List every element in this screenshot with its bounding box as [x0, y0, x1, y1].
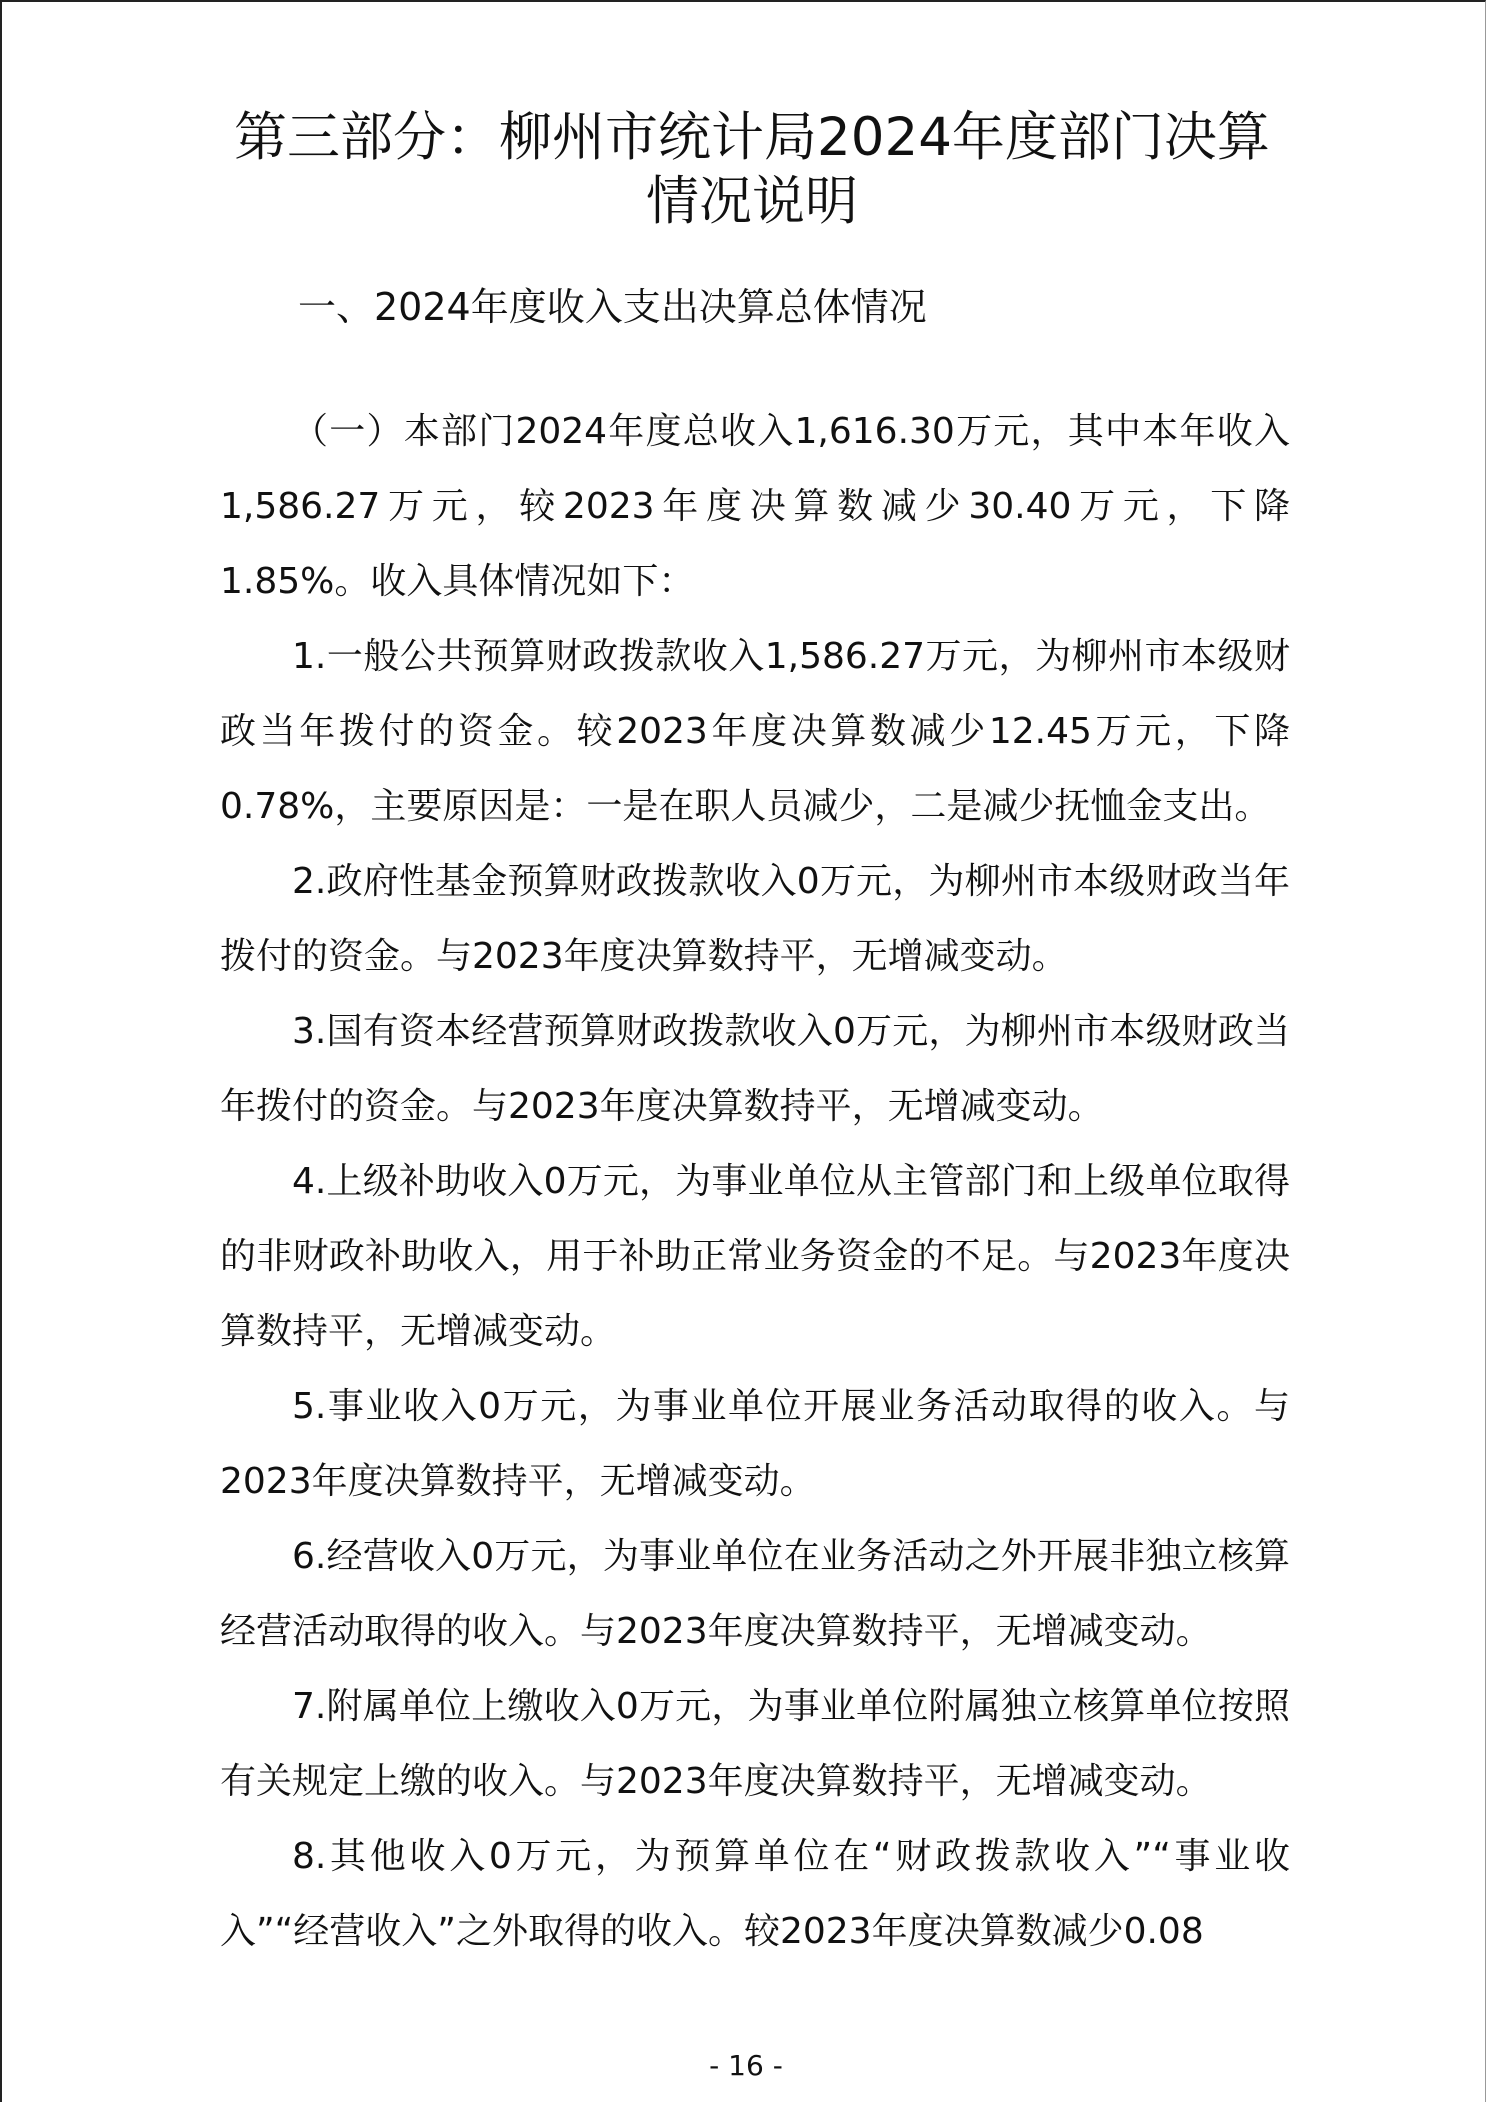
paragraph-item-3: 3.国有资本经营预算财政拨款收入0万元，为柳州市本级财政当年拨付的资金。与2023年度决算数持平，无增减变动。 — [220, 1011, 1290, 1127]
paragraph-item-1: 1.一般公共预算财政拨款收入1,586.27万元，为柳州市本级财政当年拨付的资金。较2023年度决算数减少12.45万元，下降0.78%，主要原因是：一是在职人员减少，二是减少抚恤金支出。 — [220, 636, 1290, 827]
paragraph-item-5: 5.事业收入0万元，为事业单位开展业务活动取得的收入。与2023年度决算数持平，无增减变动。 — [220, 1386, 1290, 1502]
paragraph-item-6: 6.经营收入0万元，为事业单位在业务活动之外开展非独立核算经营活动取得的收入。与2023年度决算数持平，无增减变动。 — [220, 1536, 1290, 1652]
paragraph-item-4: 4.上级补助收入0万元，为事业单位从主管部门和上级单位取得的非财政补助收入，用于补助正常业务资金的不足。与2023年度决算数持平，无增减变动。 — [220, 1161, 1290, 1352]
paragraph-item-8: 8.其他收入0万元，为预算单位在“财政拨款收入”“事业收入”“经营收入”之外取得的收入。较2023年度决算数减少0.08 — [220, 1836, 1290, 1952]
title-line-2: 情况说明 — [646, 171, 858, 232]
paragraph-summary: （一）本部门2024年度总收入1,616.30万元，其中本年收入1,586.27万元，较2023年度决算数减少30.40万元，下降1.85%。收入具体情况如下： — [220, 411, 1290, 602]
paragraph-item-2: 2.政府性基金预算财政拨款收入0万元，为柳州市本级财政当年拨付的资金。与2023年度决算数持平，无增减变动。 — [220, 861, 1290, 977]
document-body — [220, 394, 1290, 1969]
title-line-1: 第三部分：柳州市统计局2024年度部门决算 — [234, 107, 1270, 168]
section-heading: 一、2024年度收入支出决算总体情况 — [298, 285, 927, 329]
page-title — [202, 106, 1302, 234]
page-number: - 16 - — [709, 2049, 783, 2082]
paragraph-item-7: 7.附属单位上缴收入0万元，为事业单位附属独立核算单位按照有关规定上缴的收入。与2023年度决算数持平，无增减变动。 — [220, 1686, 1290, 1802]
